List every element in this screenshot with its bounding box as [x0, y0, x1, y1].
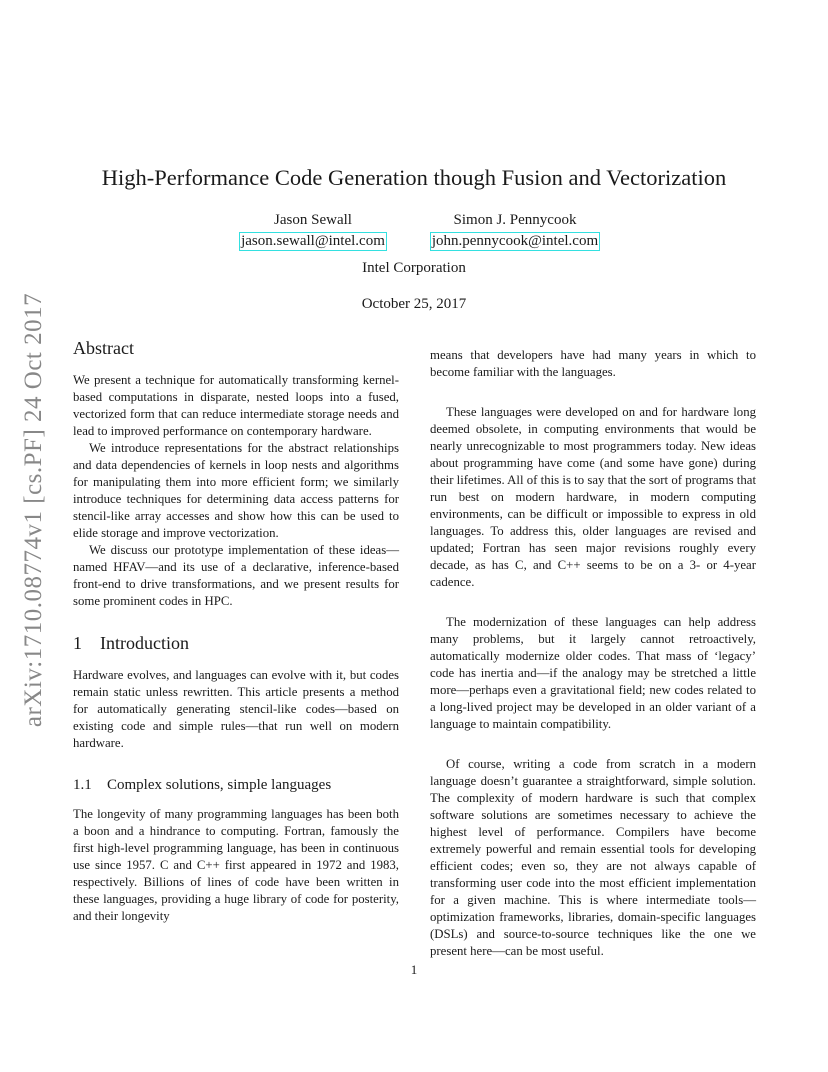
abstract-heading: Abstract: [73, 338, 134, 358]
author-block-2: [402, 210, 628, 252]
author-email-link[interactable]: jason.sewall@intel.com: [241, 233, 385, 249]
right-column: [430, 347, 756, 960]
paper-title: High-Performance Code Generation though Fusion and Vectorization: [101, 165, 727, 190]
author-email-link[interactable]: john.pennycook@intel.com: [431, 233, 599, 249]
left-column: [73, 340, 399, 925]
body-paragraph: The modernization of these languages can help address many problems, but it largely cannot retroactively, automatically modernize older codes. That mass of ‘legacy’ code has inertia and—if the analogy may be stretched a little more—perhaps even a gravitational field; new codes related to a long-lived project may be developed in an older variant of a language to maintain compatibility.: [430, 615, 756, 731]
arxiv-identifier-stamp: arXiv:1710.08774v1 [cs.PF] 24 Oct 2017: [20, 292, 47, 728]
publication-date: October 25, 2017: [361, 296, 467, 312]
abstract-paragraph: We present a technique for automatically transforming kernel-based computations in disparate, nested loops into a fused, vectorized form that can reduce intermediate storage needs and lead to improved performance on contemporary hardware.: [73, 373, 399, 438]
subsection-title: Complex solutions, simple languages: [107, 777, 332, 793]
section-heading-introduction: [73, 635, 399, 652]
author-block-1: [198, 210, 428, 252]
body-paragraph: The longevity of many programming languages has been both a boon and a hindrance to computing. Fortran, famously the first high-level programming language, has been in continuous use since 1957. C and C++ first appeared in 1972 and 1983, respectively. Billions of lines of code have been written in these languages, providing a huge library of code for posterity, and their longevity: [73, 807, 399, 923]
author-name: Simon J. Pennycook: [453, 212, 577, 228]
page-number: 1: [410, 962, 418, 977]
subsection-heading: [73, 777, 399, 794]
affiliation: Intel Corporation: [362, 260, 466, 276]
body-paragraph: Hardware evolves, and languages can evolve with it, but codes remain static unless rewritten. This article presents a method for automatically generating stencil-like codes—based on existing code and simple rules—that run well on modern hardware.: [73, 668, 399, 750]
body-paragraph: These languages were developed on and for hardware long deemed obsolete, in computing environments that would be nearly unrecognizable to most programmers today. New ideas about programming have come (and some have gone) during their lifetimes. All of this is to say that the sort of programs that run best on modern hardware, in modern computing environments, can be difficult or impossible to express in old languages. To address this, older languages are revised and updated; Fortran has seen major revisions roughly every decade, as has C, and C++ seems to be on a 3- or 4-year cadence.: [430, 405, 756, 589]
author-name: Jason Sewall: [274, 212, 352, 228]
section-title: Introduction: [100, 633, 189, 653]
section-number: 1: [73, 633, 82, 653]
subsection-number: 1.1: [73, 777, 92, 793]
body-paragraph: Of course, writing a code from scratch in a modern language doesn’t guarantee a straightforward, simple solution. The complexity of modern hardware is such that complex software solutions are sometimes necessary to achieve the highest level of performance. Compilers have become extremely powerful and remain essential tools for developing efficient codes; even so, they are not always capable of transforming user code into the most efficient implementation for a given machine. This is where intermediate tools—optimization frameworks, libraries, domain-specific languages (DSLs) and source-to-source techniques like the one we present here—can be most useful.: [430, 757, 756, 958]
abstract-paragraph: We discuss our prototype implementation of these ideas—named HFAV—and its use of a declarative, inference-based front-end to drive transformations, and we present results for some prominent codes in HPC.: [73, 543, 399, 608]
abstract-paragraph: We introduce representations for the abstract relationships and data dependencies of kernels in loop nests and algorithms for manipulating them into more efficient form; we similarly introduce techniques for determining data access patterns for stencil-like array accesses and show how this can be used to elide storage and improve vectorization.: [73, 441, 399, 540]
body-paragraph: means that developers have had many years in which to become familiar with the languages.: [430, 348, 756, 379]
